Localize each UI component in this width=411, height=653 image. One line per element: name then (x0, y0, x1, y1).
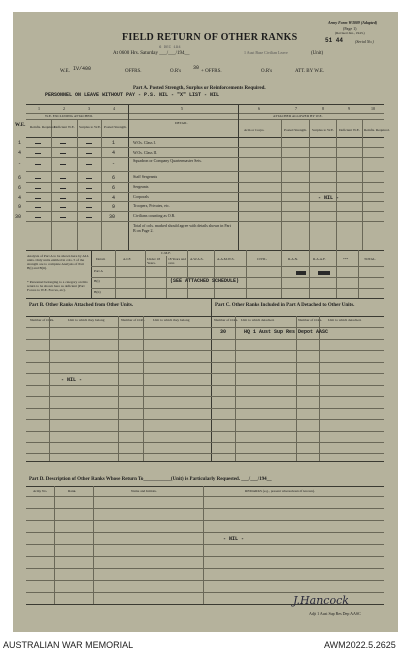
detail-sgt: Sergeants (133, 184, 149, 189)
part-b-col-num-1: Number of O.Rs. (30, 318, 55, 322)
we-marker: W.E. (15, 123, 26, 128)
part-b-title: Part B. Other Ranks Attached from Other Units. (29, 303, 134, 308)
part-c-title: Part C. Other Ranks Included in Part A Detached to Other Units. (215, 303, 355, 308)
analysis-row-part-a: Part A (94, 269, 103, 273)
detail-wo2: W.Os. Class II. (133, 150, 158, 155)
right-col-arm: Arm or Corps. (244, 128, 265, 132)
posted-civilians: 30 (109, 214, 116, 220)
row-we-7: 9 (18, 204, 22, 210)
posted-cpl: 4 (112, 195, 116, 201)
analysis-head-total: TOTAL. (364, 257, 377, 261)
analysis-head-ran: R.A.N. (288, 257, 299, 261)
analysis-head-aif: A.I.F. (123, 257, 131, 261)
footer-accession-id: AWM2022.5.2625 (324, 640, 396, 650)
analysis-head-under18: Under 18 Years. (147, 257, 161, 265)
part-a-typed-note: PERSONNEL ON LEAVE WITHOUT PAY - P.S. NIL - "X" LIST - NIL (45, 92, 220, 98)
detail-pte: Troopers, Privates, etc. (133, 203, 170, 208)
col-num-8: 8 (322, 106, 324, 111)
detail-staff-sgt: Staff Sergeants (133, 174, 158, 179)
col-num-9: 9 (348, 106, 350, 111)
part-b-col-num-2: Number of O.Rs. (121, 318, 146, 322)
analysis-head-star: *** (343, 257, 349, 261)
right-col-surplus: Surplus to W.E. (312, 128, 334, 132)
analysis-head-raaf: R.A.A.F. (313, 257, 326, 261)
part-d-col-name: Name and Initials. (131, 489, 157, 493)
part-a-title: Part A. Posted Strength, Surplus or Reinforcements Required. (133, 86, 266, 91)
part-b-col-unit-1: Unit to which they belong (68, 318, 105, 322)
serial-value: 51 44 (325, 37, 344, 44)
col-num-5: 5 (181, 106, 183, 111)
posted-cqms: - (112, 161, 116, 167)
field-return-form (13, 12, 398, 632)
at-line: At 0600 Hrs. Saturday ___/___/194__ (113, 51, 190, 56)
analysis-note-2: * Personnel belonging to a category on this return to be shown here as deficient (Part Forces to W.E. Forces, etc). (27, 280, 88, 293)
posted-pte: 9 (112, 204, 116, 210)
left-col-surplus: Surplus to W.E. (79, 125, 101, 129)
part-b-nil: - NIL - (61, 377, 83, 383)
col-num-1: 1 (38, 106, 40, 111)
revised-label: (Revised Jan., 1943.) (335, 31, 365, 35)
part-d-nil: - NIL - (223, 536, 245, 542)
posted-sgt: 6 (112, 185, 116, 191)
unit-label: (Unit) (311, 51, 324, 56)
part-b-col-unit-2: Unit to which they belong (153, 318, 190, 322)
serial-label: (Serial No.) (355, 39, 374, 44)
row-we-5: 6 (18, 185, 22, 191)
part-c-entry-num: 30 (220, 329, 227, 335)
posted-staff-sgt: 6 (112, 175, 116, 181)
page-label: (Page 1) (343, 26, 357, 31)
detail-header: DETAIL (175, 121, 188, 125)
part-a-top-rule (26, 104, 384, 105)
analysis-head-cmf: C.M.F. (161, 251, 171, 255)
or-value: 30 (193, 65, 200, 71)
part-d-col-rank: Rank. (68, 489, 77, 493)
we-value: IV/400 (73, 66, 92, 72)
or2-label: O.R's (261, 69, 273, 74)
plus-offrs-label: + OFFRS. (201, 69, 222, 74)
or-label: O.R's (170, 69, 182, 74)
row-we-3: - (18, 161, 22, 167)
row-we-4: 6 (18, 175, 22, 181)
part-c-col-unit-1: Unit to which detached. (241, 318, 275, 322)
right-col-posted: Posted Strength. (284, 128, 307, 132)
date-stamp: 6 DEC 194 (159, 46, 181, 50)
posted-wo1: 1 (112, 140, 116, 146)
right-col-reinfts: Reinfts. Required. (364, 128, 390, 132)
part-c-col-num-1: Number of O.Rs. (214, 318, 239, 322)
analysis-head-aamws: A.A.M.W.S. (217, 257, 235, 261)
posted-wo2: 4 (112, 150, 116, 156)
analysis-row-bi: B(i) (94, 279, 100, 283)
left-col-reinfts: Reinfts. Required. (30, 125, 56, 129)
dash-mark (35, 143, 41, 144)
part-c-entry-unit: HQ 1 Aust Sup Res Depot AASC (244, 329, 329, 335)
signed-by: Adjt 1 Aust Sup Res Dep AASC (309, 611, 361, 616)
col-num-10: 10 (371, 106, 375, 111)
analysis-head-over18: 18 Years and over. (168, 257, 186, 265)
col-num-7: 7 (295, 106, 297, 111)
detail-total: Total of cols. marked should agree with details shown in Part B on Page 2. (133, 223, 231, 233)
left-col-posted: Posted Strength. (104, 125, 127, 129)
analysis-head-awas: A.W.A.S. (190, 257, 204, 261)
part-a-nil-right: - NIL - (318, 195, 340, 201)
detail-wo1: W.Os. Class I. (133, 140, 156, 145)
analysis-head-civil: CIVIL. (257, 257, 268, 261)
detail-cqms: Squadron or Company Quartermaster Sets. (133, 158, 202, 163)
signature: J.Hancock (293, 594, 349, 607)
redaction-bar (296, 271, 306, 275)
row-we-6: 4 (18, 195, 22, 201)
analysis-note-1: Analysis of Part A to be shown here by ALL units. Only units entitled in cols. 5 of the strength are to complete Analysis of Part B(i) and B(ii). (27, 254, 89, 271)
attached-schedule-note: (SEE ATTACHED SCHEDULE) (170, 278, 240, 284)
part-c-col-unit-2: Unit to which detached. (328, 318, 362, 322)
row-we-1: 1 (18, 140, 22, 146)
form-title: FIELD RETURN OF OTHER RANKS (122, 32, 298, 43)
part-c-col-num-2: Number of O.Rs. (298, 318, 323, 322)
col-num-6: 6 (258, 106, 260, 111)
detail-civilians: Civilians counting as O.R. (133, 213, 176, 218)
offrs-label: OFFRS. (125, 69, 142, 74)
left-col-deficient: Deficient W.E. (54, 125, 75, 129)
attached-allowed-header: ATTACHED ALLOWED BY W.E. (273, 114, 323, 118)
footer-archive-name: AUSTRALIAN WAR MEMORIAL (3, 640, 134, 650)
army-form-label: Army Form W3009 (Adapted) (328, 20, 378, 25)
col-num-2: 2 (63, 106, 65, 111)
part-d-title: Part D. Description of Other Ranks Whose Return To___________(Unit) is Particularly Requested. ___/___/194__ (29, 477, 272, 482)
col-num-4: 4 (113, 106, 115, 111)
unit-stamp: 1 Aust Base Civilian Leave (244, 50, 288, 55)
we-label: W.E. (60, 69, 70, 74)
detail-cpl: Corporals (133, 194, 149, 199)
part-d-col-army-no: Army No. (33, 489, 48, 493)
row-we-2: 4 (18, 150, 22, 156)
right-col-deficient: Deficient W.E. (339, 128, 360, 132)
we-excluding-header: W.E. EXCLUDING ATTACHED. (45, 114, 93, 118)
analysis-row-bii: B(ii) (94, 290, 101, 294)
part-d-col-remarks: REMARKS (e.g., present whereabouts if known). (245, 489, 315, 493)
col-num-3: 3 (88, 106, 90, 111)
analysis-head-detail: Detail. (96, 257, 106, 261)
att-label: ATT. BY W.E. (295, 69, 325, 74)
row-we-8: 30 (15, 214, 22, 220)
